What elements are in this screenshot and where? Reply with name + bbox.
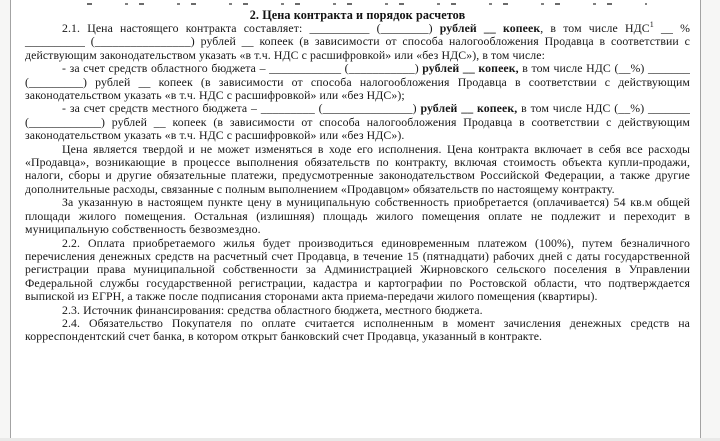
paragraph-2-4: 2.4. Обязательство Покупателя по оплате считается исполненным в момент зачисления денежных средств на корреспондентский счет банка, в котором открыт банковский счет Продавца, указанный в контракте. [25, 315, 690, 344]
vat-clause: , в том числе НДС [540, 21, 650, 35]
paragraph-2-2: 2.2. Оплата приобретаемого жилья будет производиться единовременным платежом (100%), путем безналичного перечисления денежных средств на расчетный счет Продавца, в течение 15 (пятнадцати) рабочих дней с даты государственной регистрации права муниципальной собственности за Администрацией Жирновского сельского поселения в Управлении Федеральной службы государственной регистрации, кадастра и картографии по Ростовской области, что подтверждается выпиской из ЕГРН, а также после подписания сторонами акта приема-передачи жилого помещения (квартиры). [25, 235, 690, 304]
section-heading: 2. Цена контракта и порядок расчетов [249, 8, 466, 22]
paragraph-fixed-price: Цена является твердой и не может изменяться в ходе его исполнения. Цена контракта включает в себя все расходы «Продавца», возникающие в процессе выполнения обязательств по контракту, включая стоимость объекта купли-продажи, налоги, сборы и другие обязательные платежи, предусмотренные законодательством Российской Федерации, а также другие дополнительные расходы, связанные с полным выполнением «Продавцом» обязательств по настоящему контракту. [25, 141, 690, 196]
paragraph-local-budget [25, 102, 690, 142]
footnote-reference: 1 [649, 20, 654, 30]
paragraph-area: За указанную в настоящем пункте цену в муниципальную собственность приобретается (оплачивается) 54 кв.м общей площади жилого помещения. Остальная (излишняя) площадь жилого помещения оплате не подлежит и переходит в муниципальную собственность безвозмездно. [25, 195, 690, 237]
paragraph-2-3: 2.3. Источник финансирования: средства областного бюджета, местного бюджета. [62, 302, 483, 317]
rubles-kopecks-bold: рублей __ копеек, [422, 61, 519, 76]
document-page[interactable] [10, 0, 701, 441]
local-budget-lead: - за счет средств местного бюджета – _________ (_______________) [62, 101, 421, 116]
contract-price-lead: 2.1. Цена настоящего контракта составляет: __________ (________) [62, 21, 440, 35]
paragraph-2-1 [25, 22, 690, 62]
contract-price-tail: __ % __________ (________________) рублей __ копеек (в зависимости от способа налогообложения Продавца в соответствии с действующим законодательством указать «в т.ч. НДС с расшифровкой» или «без НДС»), в том числе: [25, 21, 691, 62]
rubles-kopecks-bold: рублей __ копеек, [420, 101, 518, 116]
local-budget-tail: в том числе НДС (__%) _______ (____________) рублей __ копеек (в зависимости от способа налогообложения Продавца в соответствии с действующим законодательством указать «в т.ч. НДС с расшифровкой» или «без НДС»). [25, 101, 691, 143]
regional-budget-lead: - за счет средств областного бюджета – ____________ (___________) [62, 61, 423, 76]
regional-budget-tail: в том числе НДС (__%) _______ (_________) рублей __ копеек (в зависимости от способа налогообложения Продавца в соответствии с действующим законодательством указать «в т.ч. НДС с расшифровкой» или «без НДС»); [25, 61, 690, 103]
clipped-previous-line [87, 3, 647, 7]
paragraph-regional-budget [25, 62, 690, 102]
rubles-kopecks-bold: рублей __ копеек [439, 21, 541, 35]
page-content [11, 0, 700, 344]
